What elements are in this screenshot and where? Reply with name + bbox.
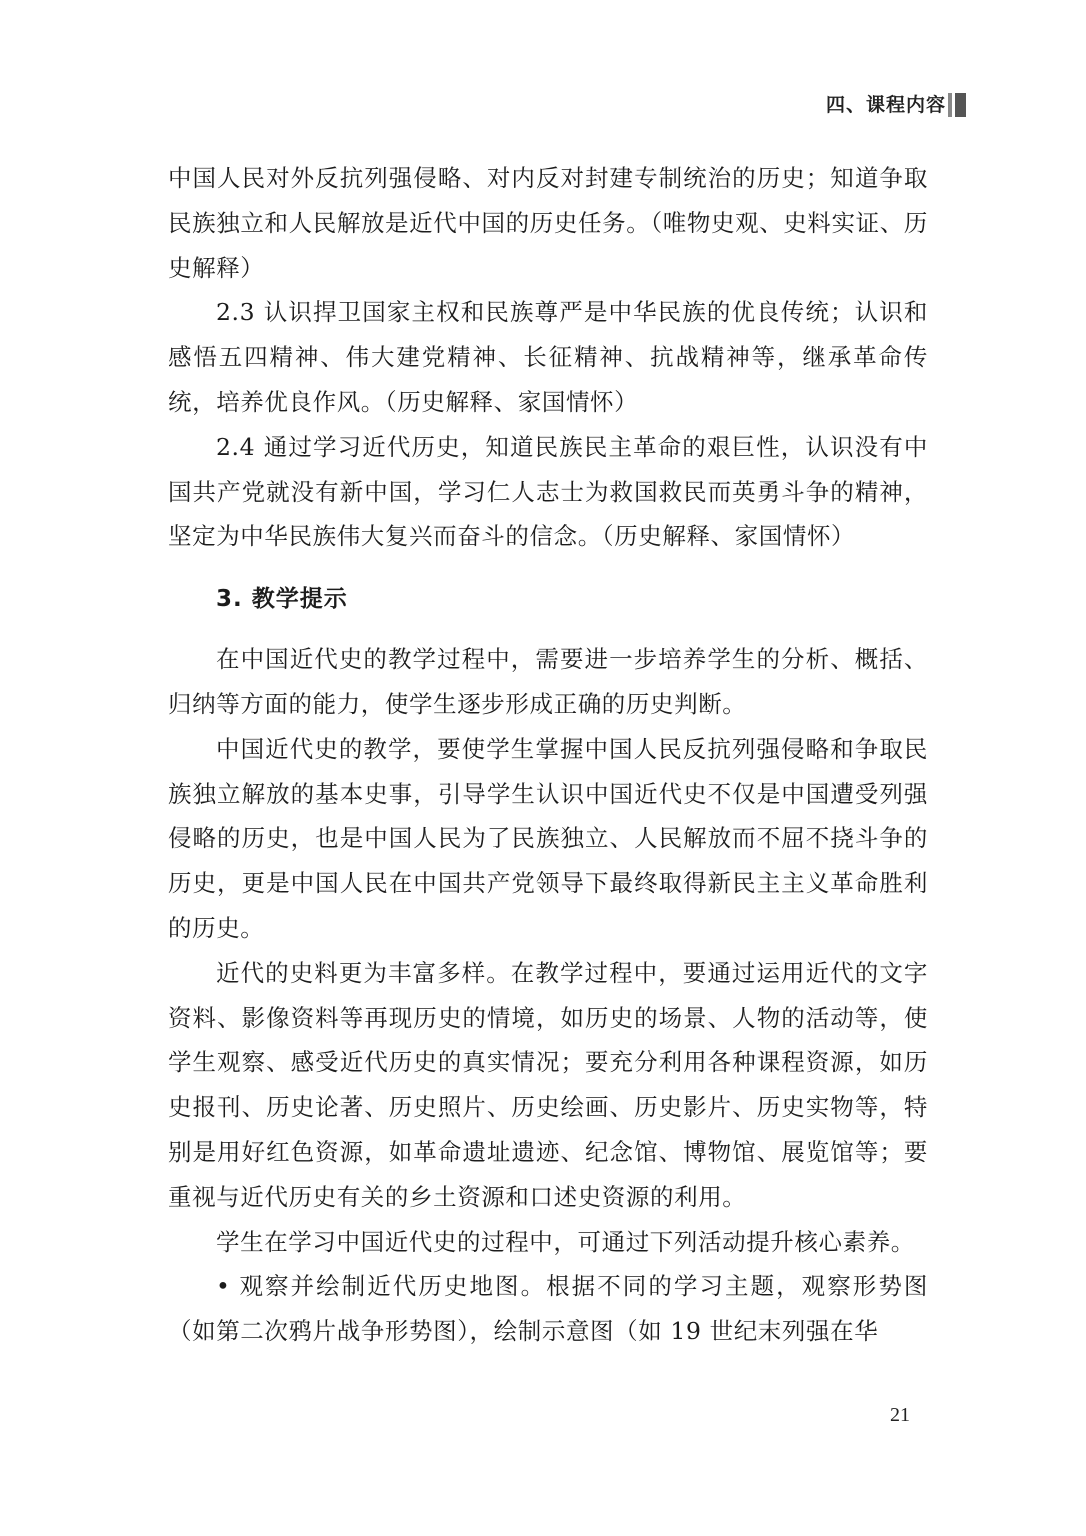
- header-bar-thin: [948, 93, 952, 117]
- paragraph-teaching-4: 学生在学习中国近代史的过程中，可通过下列活动提升核心素养。: [216, 1227, 915, 1256]
- bullet-text: 观察并绘制近代历史地图。根据不同的学习主题，观察形势图（如第二次鸦片战争形势图），绘制示意图（如 19 世纪末列强在华: [168, 1272, 928, 1346]
- paragraph-teaching-2: 中国近代史的教学，要使学生掌握中国人民反抗列强侵略和争取民族独立解放的基本史事，引导学生认识中国近代史不仅是中国遭受列强侵略的历史，也是中国人民为了民族独立、人民解放而不屈不挠斗争的历史，更是中国人民在中国共产党领导下最终取得新民主主义革命胜利的历史。: [168, 734, 928, 942]
- paragraph-teaching-1: 在中国近代史的教学过程中，需要进一步培养学生的分析、概括、归纳等方面的能力，使学生逐步形成正确的历史判断。: [168, 645, 928, 718]
- paragraph-teaching-3: 近代的史料更为丰富多样。在教学过程中，要通过运用近代的文字资料、影像资料等再现历史的情境，如历史的场景、人物的活动等，使学生观察、感受近代历史的真实情况；要充分利用各种课程资源，如历史报刊、历史论著、历史照片、历史绘画、历史影片、历史实物等，特别是用好红色资源，如革命遗址遗迹、纪念馆、博物馆、展览馆等；要重视与近代历史有关的乡土资源和口述史资源的利用。: [168, 958, 928, 1211]
- bullet-marker: •: [216, 1272, 231, 1301]
- body-text: [168, 156, 928, 1354]
- paragraph-item-2-3: 2.3 认识捍卫国家主权和民族尊严是中华民族的优良传统；认识和感悟五四精神、伟大建党精神、长征精神、抗战精神等，继承革命传统，培养优良作风。（历史解释、家国情怀）: [168, 298, 928, 416]
- header-decoration-bars: [948, 93, 966, 117]
- bullet-paragraph: [168, 1264, 928, 1354]
- running-header-title: 四、课程内容: [825, 94, 946, 116]
- section-heading: 3. 教学提示: [216, 586, 348, 613]
- paragraph-continued: 中国人民对外反抗列强侵略、对内反对封建专制统治的历史；知道争取民族独立和人民解放是近代中国的历史任务。（唯物史观、史料实证、历史解释）: [168, 164, 928, 282]
- header-bar-thick: [955, 93, 966, 117]
- page-number: 21: [890, 1404, 910, 1426]
- paragraph-item-2-4: 2.4 通过学习近代历史，知道民族民主革命的艰巨性，认识没有中国共产党就没有新中国，学习仁人志士为救国救民而英勇斗争的精神，坚定为中华民族伟大复兴而奋斗的信念。（历史解释、家国情怀）: [168, 432, 928, 551]
